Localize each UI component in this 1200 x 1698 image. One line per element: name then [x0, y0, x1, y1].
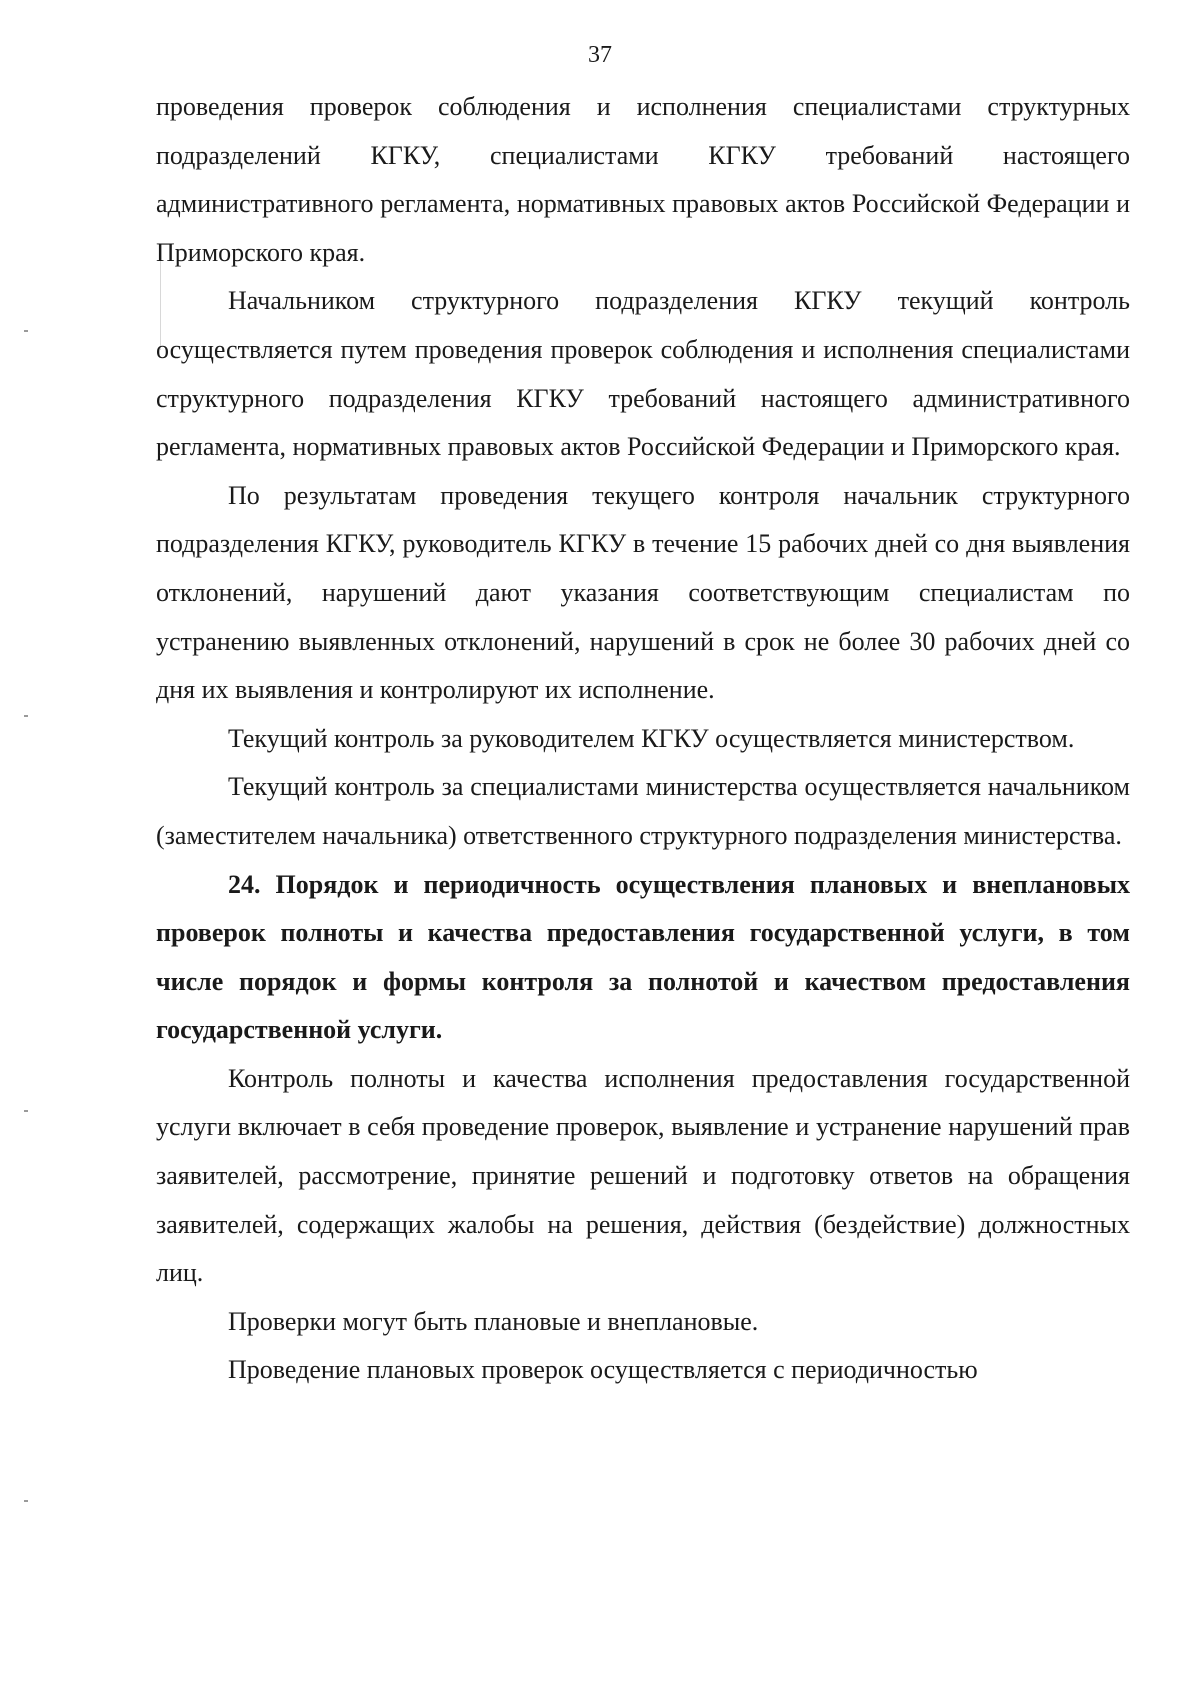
paragraph-control-results: По результатам проведения текущего контроля начальник структурного подразделения КГКУ, руководитель КГКУ в течение 15 рабочих дней со дня выявления отклонений, нарушений дают указания соответствующим специалистам по устранению выявленных отклонений, нарушений в срок не более 30 рабочих дней со дня их выявления и контролируют их исполнение. — [156, 480, 1130, 705]
margin-mark — [24, 1110, 28, 1112]
paragraph-quality-control: Контроль полноты и качества исполнения предоставления государственной услуги включает в себя проведение проверок, выявление и устранение нарушений прав заявителей, рассмотрение, принятие решений и подготовку ответов на обращения заявителей, содержащих жалобы на решения, действия (бездействие) должностных лиц. — [156, 1063, 1130, 1288]
paragraph-planned-inspections: Проведение плановых проверок осуществляется с периодичностью — [228, 1355, 978, 1385]
paragraph-inspection-types: Проверки могут быть плановые и внеплановые. — [228, 1306, 759, 1336]
document-body — [156, 83, 1130, 1395]
page-number: 37 — [588, 42, 612, 68]
margin-mark — [24, 330, 28, 332]
paragraph-continuation: проведения проверок соблюдения и исполнения специалистами структурных подразделений КГКУ, специалистами КГКУ требований настоящего административного регламента, нормативных правовых актов Российской Федерации и Приморского края. — [156, 92, 1130, 267]
paragraph-head-control: Начальником структурного подразделения КГКУ текущий контроль осуществляется путем проведения проверок соблюдения и исполнения специалистами структурного подразделения КГКУ требований настоящего административного регламента, нормативных правовых актов Российской Федерации и Приморского края. — [156, 286, 1130, 462]
margin-mark — [24, 715, 28, 717]
paragraph-ministry-control: Текущий контроль за специалистами министерства осуществляется начальником (заместителем начальника) ответственного структурного подразделения министерства. — [156, 772, 1130, 850]
paragraph-director-control: Текущий контроль за руководителем КГКУ осуществляется министерством. — [228, 723, 1075, 753]
section-heading-24: 24. Порядок и периодичность осуществления плановых и внеплановых проверок полноты и качества предоставления государственной услуги, в том числе порядок и формы контроля за полнотой и качеством предоставления государственной услуги. — [156, 869, 1130, 1045]
margin-mark — [24, 1500, 28, 1502]
